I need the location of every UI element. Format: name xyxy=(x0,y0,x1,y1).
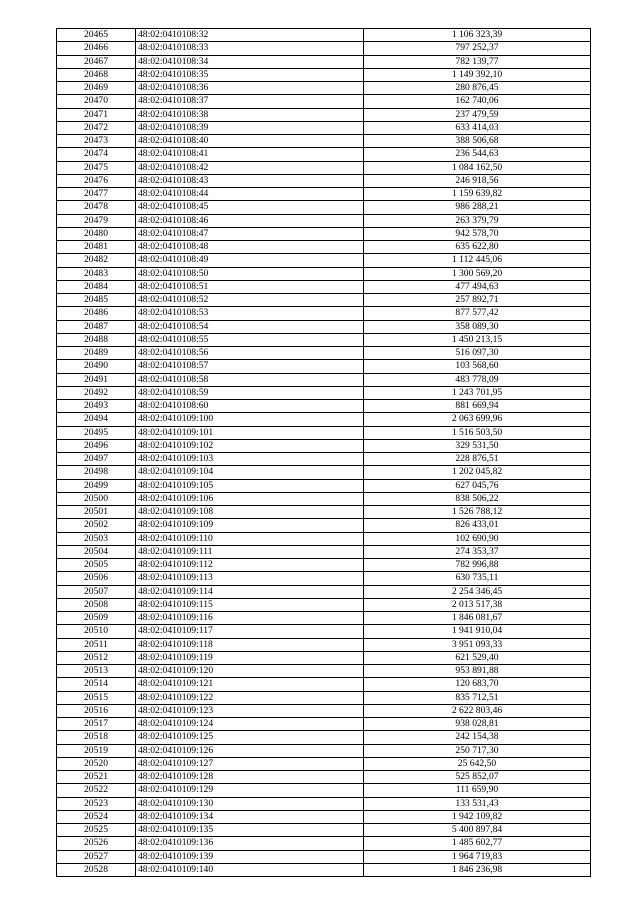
table-row xyxy=(57,347,591,360)
row-number-cell: 20523 xyxy=(57,797,136,810)
cadastral-number-cell: 48:02:0410108:49 xyxy=(136,254,364,267)
table-row xyxy=(57,42,591,55)
cadastral-value-cell: 102 690,90 xyxy=(364,532,591,545)
row-number-cell: 20504 xyxy=(57,545,136,558)
cadastral-number-cell: 48:02:0410109:140 xyxy=(136,863,364,876)
cadastral-number-cell: 48:02:0410109:100 xyxy=(136,413,364,426)
row-number-cell: 20477 xyxy=(57,188,136,201)
cadastral-value-cell: 516 097,30 xyxy=(364,347,591,360)
row-number-cell: 20505 xyxy=(57,559,136,572)
cadastral-value-cell: 635 622,80 xyxy=(364,241,591,254)
cadastral-value-cell: 630 735,11 xyxy=(364,572,591,585)
cadastral-value-cell: 1 243 701,95 xyxy=(364,386,591,399)
table-row xyxy=(57,572,591,585)
cadastral-value-cell: 838 506,22 xyxy=(364,492,591,505)
cadastral-value-cell: 633 414,03 xyxy=(364,121,591,134)
cadastral-value-cell: 242 154,38 xyxy=(364,731,591,744)
row-number-cell: 20476 xyxy=(57,174,136,187)
table-row xyxy=(57,373,591,386)
cadastral-number-cell: 48:02:0410108:50 xyxy=(136,267,364,280)
cadastral-value-cell: 1 300 569,20 xyxy=(364,267,591,280)
cadastral-number-cell: 48:02:0410109:111 xyxy=(136,545,364,558)
cadastral-value-cell: 263 379,79 xyxy=(364,214,591,227)
row-number-cell: 20485 xyxy=(57,294,136,307)
cadastral-value-cell: 986 288,21 xyxy=(364,201,591,214)
cadastral-number-cell: 48:02:0410108:33 xyxy=(136,42,364,55)
table-row xyxy=(57,267,591,280)
row-number-cell: 20468 xyxy=(57,68,136,81)
table-row xyxy=(57,665,591,678)
table-row xyxy=(57,333,591,346)
cadastral-value-cell: 246 918,56 xyxy=(364,174,591,187)
cadastral-number-cell: 48:02:0410108:45 xyxy=(136,201,364,214)
table-row xyxy=(57,214,591,227)
table-row xyxy=(57,254,591,267)
cadastral-value-cell: 782 139,77 xyxy=(364,55,591,68)
row-number-cell: 20474 xyxy=(57,148,136,161)
cadastral-value-cell: 236 544,63 xyxy=(364,148,591,161)
table-row xyxy=(57,678,591,691)
table-row xyxy=(57,241,591,254)
table-row xyxy=(57,400,591,413)
row-number-cell: 20496 xyxy=(57,439,136,452)
cadastral-number-cell: 48:02:0410109:109 xyxy=(136,519,364,532)
table-row xyxy=(57,704,591,717)
row-number-cell: 20522 xyxy=(57,784,136,797)
table-row xyxy=(57,386,591,399)
row-number-cell: 20524 xyxy=(57,810,136,823)
cadastral-value-cell: 250 717,30 xyxy=(364,744,591,757)
cadastral-number-cell: 48:02:0410109:123 xyxy=(136,704,364,717)
cadastral-value-cell: 358 089,30 xyxy=(364,320,591,333)
row-number-cell: 20472 xyxy=(57,121,136,134)
row-number-cell: 20478 xyxy=(57,201,136,214)
cadastral-number-cell: 48:02:0410109:136 xyxy=(136,837,364,850)
cadastral-number-cell: 48:02:0410108:53 xyxy=(136,307,364,320)
cadastral-number-cell: 48:02:0410108:56 xyxy=(136,347,364,360)
table-row xyxy=(57,559,591,572)
cadastral-number-cell: 48:02:0410108:60 xyxy=(136,400,364,413)
row-number-cell: 20488 xyxy=(57,333,136,346)
cadastral-number-cell: 48:02:0410108:41 xyxy=(136,148,364,161)
cadastral-value-cell: 103 568,60 xyxy=(364,360,591,373)
table-row xyxy=(57,691,591,704)
row-number-cell: 20507 xyxy=(57,585,136,598)
table-row xyxy=(57,532,591,545)
table-row xyxy=(57,453,591,466)
cadastral-number-cell: 48:02:0410108:55 xyxy=(136,333,364,346)
cadastral-value-cell: 25 642,50 xyxy=(364,757,591,770)
cadastral-number-cell: 48:02:0410109:126 xyxy=(136,744,364,757)
cadastral-number-cell: 48:02:0410109:113 xyxy=(136,572,364,585)
table-row xyxy=(57,161,591,174)
cadastral-value-cell: 1 112 445,06 xyxy=(364,254,591,267)
table-row xyxy=(57,360,591,373)
cadastral-number-cell: 48:02:0410108:44 xyxy=(136,188,364,201)
table-row xyxy=(57,95,591,108)
table-row xyxy=(57,148,591,161)
cadastral-value-cell: 3 951 093,33 xyxy=(364,638,591,651)
cadastral-number-cell: 48:02:0410109:110 xyxy=(136,532,364,545)
table-row xyxy=(57,744,591,757)
cadastral-number-cell: 48:02:0410109:106 xyxy=(136,492,364,505)
row-number-cell: 20506 xyxy=(57,572,136,585)
table-row xyxy=(57,174,591,187)
row-number-cell: 20526 xyxy=(57,837,136,850)
cadastral-number-cell: 48:02:0410109:125 xyxy=(136,731,364,744)
cadastral-value-cell: 938 028,81 xyxy=(364,718,591,731)
cadastral-value-cell: 2 622 803,46 xyxy=(364,704,591,717)
row-number-cell: 20521 xyxy=(57,771,136,784)
cadastral-value-cell: 782 996,88 xyxy=(364,559,591,572)
cadastral-number-cell: 48:02:0410109:120 xyxy=(136,665,364,678)
row-number-cell: 20497 xyxy=(57,453,136,466)
row-number-cell: 20498 xyxy=(57,466,136,479)
row-number-cell: 20475 xyxy=(57,161,136,174)
cadastral-number-cell: 48:02:0410108:36 xyxy=(136,82,364,95)
table-row xyxy=(57,612,591,625)
cadastral-value-cell: 797 252,37 xyxy=(364,42,591,55)
row-number-cell: 20511 xyxy=(57,638,136,651)
table-row xyxy=(57,135,591,148)
row-number-cell: 20501 xyxy=(57,506,136,519)
row-number-cell: 20518 xyxy=(57,731,136,744)
table-row xyxy=(57,320,591,333)
table-row xyxy=(57,625,591,638)
table-row xyxy=(57,837,591,850)
cadastral-value-cell: 2 063 699,96 xyxy=(364,413,591,426)
row-number-cell: 20482 xyxy=(57,254,136,267)
row-number-cell: 20515 xyxy=(57,691,136,704)
row-number-cell: 20528 xyxy=(57,863,136,876)
cadastral-value-cell: 835 712,51 xyxy=(364,691,591,704)
cadastral-value-cell: 237 479,59 xyxy=(364,108,591,121)
table-row xyxy=(57,68,591,81)
cadastral-value-cell: 881 669,94 xyxy=(364,400,591,413)
row-number-cell: 20495 xyxy=(57,426,136,439)
row-number-cell: 20467 xyxy=(57,55,136,68)
row-number-cell: 20466 xyxy=(57,42,136,55)
table-row xyxy=(57,784,591,797)
row-number-cell: 20514 xyxy=(57,678,136,691)
row-number-cell: 20513 xyxy=(57,665,136,678)
cadastral-value-cell: 388 506,68 xyxy=(364,135,591,148)
row-number-cell: 20519 xyxy=(57,744,136,757)
cadastral-value-cell: 162 740,06 xyxy=(364,95,591,108)
row-number-cell: 20492 xyxy=(57,386,136,399)
cadastral-number-cell: 48:02:0410109:101 xyxy=(136,426,364,439)
row-number-cell: 20471 xyxy=(57,108,136,121)
cadastral-value-cell: 329 531,50 xyxy=(364,439,591,452)
cadastral-number-cell: 48:02:0410108:48 xyxy=(136,241,364,254)
cadastral-value-cell: 627 045,76 xyxy=(364,479,591,492)
cadastral-number-cell: 48:02:0410108:35 xyxy=(136,68,364,81)
cadastral-number-cell: 48:02:0410109:127 xyxy=(136,757,364,770)
cadastral-number-cell: 48:02:0410108:34 xyxy=(136,55,364,68)
cadastral-number-cell: 48:02:0410108:47 xyxy=(136,227,364,240)
table-row xyxy=(57,810,591,823)
table-row xyxy=(57,108,591,121)
cadastral-number-cell: 48:02:0410109:139 xyxy=(136,850,364,863)
cadastral-number-cell: 48:02:0410109:128 xyxy=(136,771,364,784)
cadastral-number-cell: 48:02:0410109:130 xyxy=(136,797,364,810)
table-row xyxy=(57,797,591,810)
cadastral-number-cell: 48:02:0410109:105 xyxy=(136,479,364,492)
row-number-cell: 20473 xyxy=(57,135,136,148)
table-row xyxy=(57,731,591,744)
cadastral-number-cell: 48:02:0410109:116 xyxy=(136,612,364,625)
row-number-cell: 20494 xyxy=(57,413,136,426)
cadastral-value-cell: 826 433,01 xyxy=(364,519,591,532)
row-number-cell: 20499 xyxy=(57,479,136,492)
table-row xyxy=(57,492,591,505)
row-number-cell: 20487 xyxy=(57,320,136,333)
cadastral-number-cell: 48:02:0410108:39 xyxy=(136,121,364,134)
cadastral-value-table xyxy=(56,28,591,877)
cadastral-value-cell: 111 659,90 xyxy=(364,784,591,797)
table-row xyxy=(57,121,591,134)
table-row xyxy=(57,227,591,240)
row-number-cell: 20483 xyxy=(57,267,136,280)
cadastral-value-cell: 133 531,43 xyxy=(364,797,591,810)
row-number-cell: 20486 xyxy=(57,307,136,320)
table-row xyxy=(57,466,591,479)
row-number-cell: 20500 xyxy=(57,492,136,505)
cadastral-number-cell: 48:02:0410108:59 xyxy=(136,386,364,399)
row-number-cell: 20516 xyxy=(57,704,136,717)
row-number-cell: 20503 xyxy=(57,532,136,545)
table-row xyxy=(57,294,591,307)
cadastral-value-cell: 483 778,09 xyxy=(364,373,591,386)
row-number-cell: 20490 xyxy=(57,360,136,373)
cadastral-number-cell: 48:02:0410109:115 xyxy=(136,598,364,611)
row-number-cell: 20525 xyxy=(57,824,136,837)
row-number-cell: 20508 xyxy=(57,598,136,611)
table-row xyxy=(57,201,591,214)
table-row xyxy=(57,651,591,664)
cadastral-value-cell: 1 964 719,83 xyxy=(364,850,591,863)
cadastral-number-cell: 48:02:0410108:58 xyxy=(136,373,364,386)
cadastral-value-cell: 1 149 392,10 xyxy=(364,68,591,81)
table-row xyxy=(57,82,591,95)
table-row xyxy=(57,638,591,651)
table-row xyxy=(57,824,591,837)
table-row xyxy=(57,413,591,426)
cadastral-number-cell: 48:02:0410109:121 xyxy=(136,678,364,691)
cadastral-value-cell: 274 353,37 xyxy=(364,545,591,558)
table-row xyxy=(57,55,591,68)
cadastral-value-cell: 1 941 910,04 xyxy=(364,625,591,638)
cadastral-number-cell: 48:02:0410109:119 xyxy=(136,651,364,664)
table-row xyxy=(57,506,591,519)
cadastral-number-cell: 48:02:0410108:40 xyxy=(136,135,364,148)
cadastral-value-cell: 5 400 897,84 xyxy=(364,824,591,837)
row-number-cell: 20469 xyxy=(57,82,136,95)
table-row xyxy=(57,426,591,439)
cadastral-number-cell: 48:02:0410108:57 xyxy=(136,360,364,373)
cadastral-number-cell: 48:02:0410108:32 xyxy=(136,29,364,42)
cadastral-value-cell: 280 876,45 xyxy=(364,82,591,95)
cadastral-value-cell: 1 846 236,98 xyxy=(364,863,591,876)
row-number-cell: 20493 xyxy=(57,400,136,413)
table-row xyxy=(57,718,591,731)
cadastral-value-cell: 477 494,63 xyxy=(364,280,591,293)
cadastral-value-cell: 1 106 323,39 xyxy=(364,29,591,42)
cadastral-number-cell: 48:02:0410108:38 xyxy=(136,108,364,121)
row-number-cell: 20480 xyxy=(57,227,136,240)
cadastral-value-cell: 2 013 517,38 xyxy=(364,598,591,611)
cadastral-value-cell: 1 485 602,77 xyxy=(364,837,591,850)
table-row xyxy=(57,771,591,784)
cadastral-number-cell: 48:02:0410108:43 xyxy=(136,174,364,187)
cadastral-value-cell: 1 526 788,12 xyxy=(364,506,591,519)
cadastral-value-cell: 2 254 346,45 xyxy=(364,585,591,598)
cadastral-value-cell: 1 846 081,67 xyxy=(364,612,591,625)
table-row xyxy=(57,280,591,293)
row-number-cell: 20527 xyxy=(57,850,136,863)
row-number-cell: 20520 xyxy=(57,757,136,770)
cadastral-value-cell: 1 159 639,82 xyxy=(364,188,591,201)
cadastral-number-cell: 48:02:0410109:134 xyxy=(136,810,364,823)
cadastral-number-cell: 48:02:0410109:112 xyxy=(136,559,364,572)
cadastral-number-cell: 48:02:0410108:54 xyxy=(136,320,364,333)
cadastral-value-cell: 953 891,88 xyxy=(364,665,591,678)
table-row xyxy=(57,479,591,492)
cadastral-value-cell: 228 876,51 xyxy=(364,453,591,466)
row-number-cell: 20470 xyxy=(57,95,136,108)
table-row xyxy=(57,307,591,320)
row-number-cell: 20489 xyxy=(57,347,136,360)
table-row xyxy=(57,863,591,876)
cadastral-value-cell: 1 942 109,82 xyxy=(364,810,591,823)
table-row xyxy=(57,545,591,558)
table-body xyxy=(57,29,591,877)
row-number-cell: 20465 xyxy=(57,29,136,42)
row-number-cell: 20509 xyxy=(57,612,136,625)
table-row xyxy=(57,519,591,532)
cadastral-value-cell: 1 450 213,15 xyxy=(364,333,591,346)
row-number-cell: 20517 xyxy=(57,718,136,731)
cadastral-number-cell: 48:02:0410109:102 xyxy=(136,439,364,452)
cadastral-number-cell: 48:02:0410109:117 xyxy=(136,625,364,638)
cadastral-value-cell: 621 529,40 xyxy=(364,651,591,664)
cadastral-value-cell: 877 577,42 xyxy=(364,307,591,320)
table-row xyxy=(57,850,591,863)
table-row xyxy=(57,29,591,42)
row-number-cell: 20479 xyxy=(57,214,136,227)
cadastral-number-cell: 48:02:0410108:37 xyxy=(136,95,364,108)
cadastral-value-cell: 1 084 162,50 xyxy=(364,161,591,174)
cadastral-number-cell: 48:02:0410109:103 xyxy=(136,453,364,466)
row-number-cell: 20484 xyxy=(57,280,136,293)
row-number-cell: 20510 xyxy=(57,625,136,638)
cadastral-number-cell: 48:02:0410109:122 xyxy=(136,691,364,704)
row-number-cell: 20502 xyxy=(57,519,136,532)
cadastral-number-cell: 48:02:0410109:108 xyxy=(136,506,364,519)
cadastral-number-cell: 48:02:0410109:104 xyxy=(136,466,364,479)
table-row xyxy=(57,757,591,770)
cadastral-number-cell: 48:02:0410108:46 xyxy=(136,214,364,227)
cadastral-value-cell: 257 892,71 xyxy=(364,294,591,307)
cadastral-number-cell: 48:02:0410109:118 xyxy=(136,638,364,651)
cadastral-number-cell: 48:02:0410109:114 xyxy=(136,585,364,598)
cadastral-number-cell: 48:02:0410109:124 xyxy=(136,718,364,731)
cadastral-value-cell: 1 202 045,82 xyxy=(364,466,591,479)
cadastral-number-cell: 48:02:0410109:129 xyxy=(136,784,364,797)
cadastral-number-cell: 48:02:0410108:51 xyxy=(136,280,364,293)
row-number-cell: 20481 xyxy=(57,241,136,254)
cadastral-value-cell: 1 516 503,50 xyxy=(364,426,591,439)
cadastral-value-cell: 942 578,70 xyxy=(364,227,591,240)
table-row xyxy=(57,439,591,452)
table-row xyxy=(57,188,591,201)
table-row xyxy=(57,585,591,598)
row-number-cell: 20491 xyxy=(57,373,136,386)
cadastral-number-cell: 48:02:0410108:52 xyxy=(136,294,364,307)
cadastral-number-cell: 48:02:0410109:135 xyxy=(136,824,364,837)
cadastral-value-cell: 525 852,07 xyxy=(364,771,591,784)
cadastral-number-cell: 48:02:0410108:42 xyxy=(136,161,364,174)
row-number-cell: 20512 xyxy=(57,651,136,664)
table-row xyxy=(57,598,591,611)
cadastral-value-cell: 120 683,70 xyxy=(364,678,591,691)
